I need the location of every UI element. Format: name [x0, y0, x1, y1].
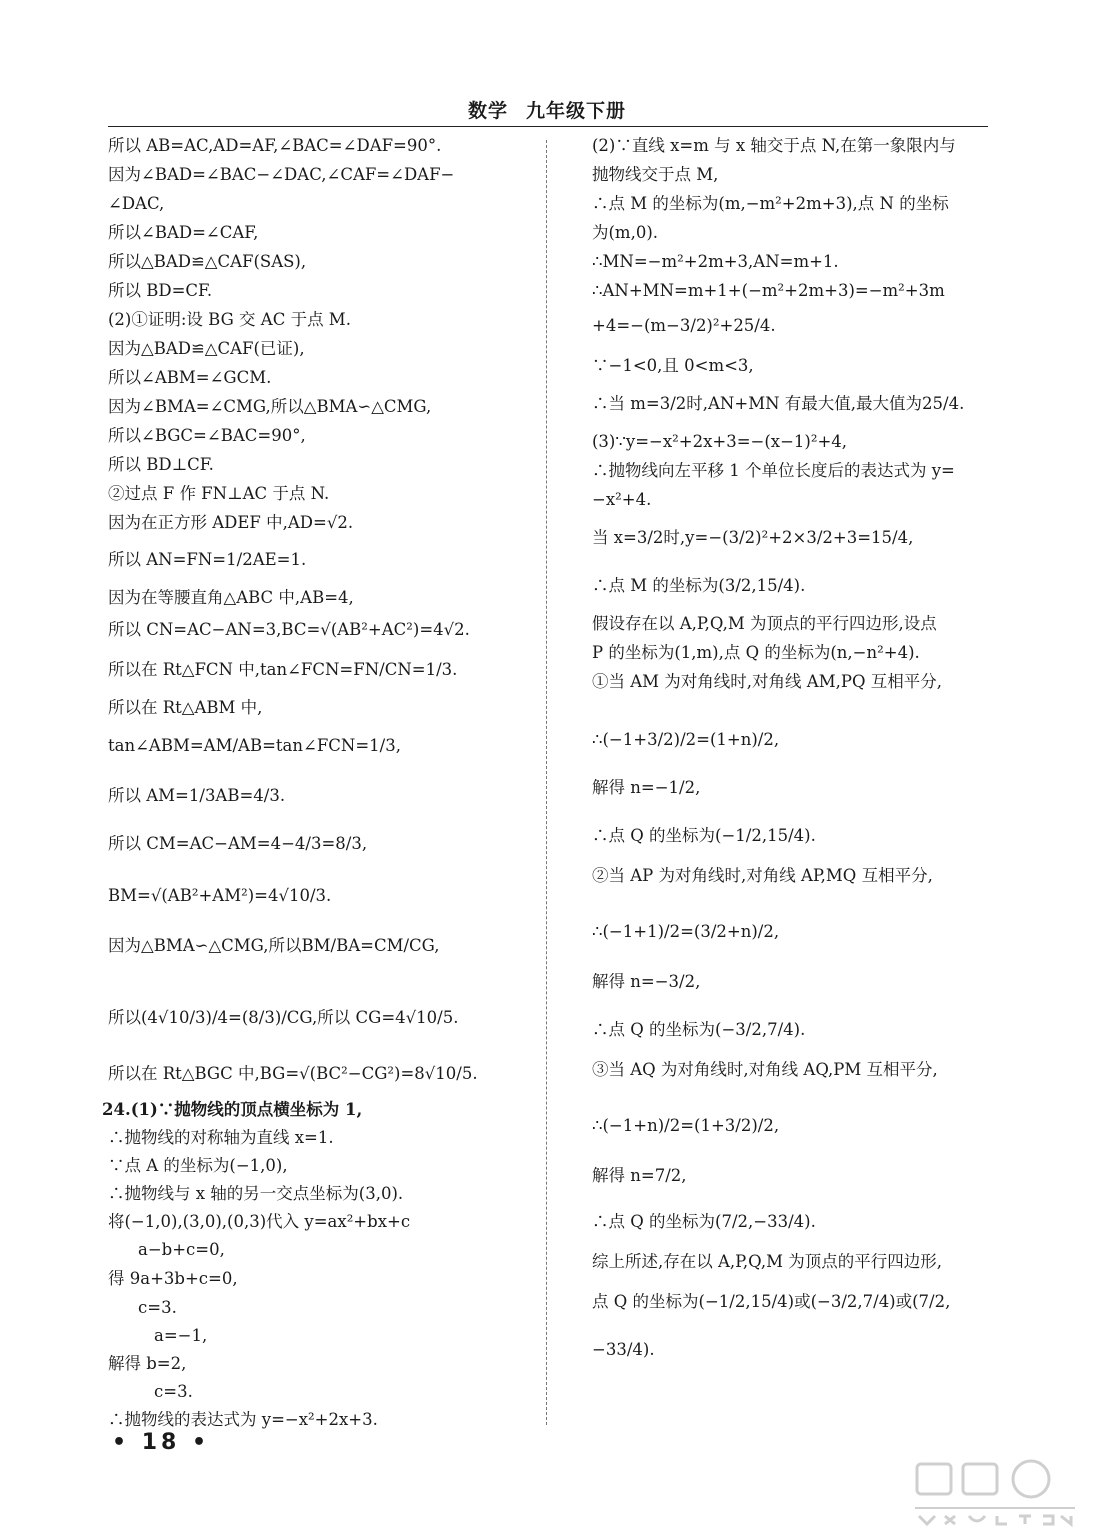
- text-line: ∴点 Q 的坐标为(−3/2,7/4).: [592, 1020, 806, 1039]
- grade-label: 九年级下册: [526, 100, 627, 122]
- page-number: • 18 •: [112, 1430, 211, 1455]
- text-line: P 的坐标为(1,m),点 Q 的坐标为(n,−n²+4).: [592, 643, 920, 662]
- text-line: ∴点 Q 的坐标为(−1/2,15/4).: [592, 826, 816, 845]
- header-rule: [108, 126, 988, 127]
- text-line: 所以 AN=FN=1/2AE=1.: [108, 550, 307, 569]
- text-line: 解得 n=7/2,: [592, 1166, 687, 1185]
- text-line: ∴点 M 的坐标为(3/2,15/4).: [592, 576, 806, 595]
- equation-line: a=−1,: [154, 1326, 208, 1345]
- text-line: 将(−1,0),(3,0),(0,3)代入 y=ax²+bx+c: [108, 1212, 411, 1231]
- text-line: 点 Q 的坐标为(−1/2,15/4)或(−3/2,7/4)或(7/2,: [592, 1292, 951, 1311]
- text-line: tan∠ABM=AM/AB=tan∠FCN=1/3,: [108, 736, 401, 755]
- text-line: 解得 b=2,: [108, 1354, 187, 1373]
- equation-line: a−b+c=0,: [138, 1240, 225, 1259]
- text-line: 当 x=3/2时,y=−(3/2)²+2×3/2+3=15/4,: [592, 528, 914, 547]
- text-line: 得 9a+3b+c=0,: [108, 1269, 238, 1288]
- text-line: (2)∵直线 x=m 与 x 轴交于点 N,在第一象限内与: [592, 136, 956, 155]
- text-line: 所以(4√10/3)/4=(8/3)/CG,所以 CG=4√10/5.: [108, 1008, 459, 1027]
- text-line: ∠DAC,: [108, 194, 165, 213]
- text-line: 因为△BMA∽△CMG,所以BM/BA=CM/CG,: [108, 936, 440, 955]
- text-line: ∵−1<0,且 0<m<3,: [592, 356, 754, 375]
- text-line: 综上所述,存在以 A,P,Q,M 为顶点的平行四边形,: [592, 1252, 942, 1271]
- text-line: ②过点 F 作 FN⊥AC 于点 N.: [108, 484, 330, 503]
- subject-label: 数学: [467, 100, 508, 122]
- text-line: ①当 AM 为对角线时,对角线 AM,PQ 互相平分,: [592, 672, 942, 691]
- text-line: (2)①证明:设 BG 交 AC 于点 M.: [108, 310, 351, 329]
- text-line: ∵点 A 的坐标为(−1,0),: [108, 1156, 288, 1175]
- text-line: ∴(−1+n)/2=(1+3/2)/2,: [592, 1116, 780, 1135]
- text-line: −x²+4.: [592, 490, 652, 509]
- text-line: 所以在 Rt△BGC 中,BG=√(BC²−CG²)=8√10/5.: [108, 1064, 478, 1083]
- text-line: 因为△BAD≌△CAF(已证),: [108, 339, 305, 358]
- text-line: ∴点 Q 的坐标为(7/2,−33/4).: [592, 1212, 816, 1231]
- text-line: 因为∠BMA=∠CMG,所以△BMA∽△CMG,: [108, 397, 432, 416]
- text-line: 所以在 Rt△FCN 中,tan∠FCN=FN/CN=1/3.: [108, 660, 458, 679]
- text-line: 解得 n=−1/2,: [592, 778, 701, 797]
- equation-line: c=3.: [154, 1382, 193, 1401]
- text-line: +4=−(m−3/2)²+25/4.: [592, 316, 776, 335]
- text-line: 为(m,0).: [592, 223, 659, 242]
- column-divider: [546, 140, 547, 1425]
- text-line: 所以∠BAD=∠CAF,: [108, 223, 259, 242]
- text-line: ②当 AP 为对角线时,对角线 AP,MQ 互相平分,: [592, 866, 933, 885]
- text-line: ∴抛物线向左平移 1 个单位长度后的表达式为 y=: [592, 461, 955, 480]
- text-line: ∴抛物线的表达式为 y=−x²+2x+3.: [108, 1410, 378, 1429]
- text-line: ∴AN+MN=m+1+(−m²+2m+3)=−m²+3m: [592, 281, 945, 300]
- text-line: 解得 n=−3/2,: [592, 972, 701, 991]
- text-line: 所以△BAD≌△CAF(SAS),: [108, 252, 307, 271]
- text-line: 所以 BD⊥CF.: [108, 455, 214, 474]
- text-line: 抛物线交于点 M,: [592, 165, 719, 184]
- text-line: ∴MN=−m²+2m+3,AN=m+1.: [592, 252, 839, 271]
- text-line: 所以 BD=CF.: [108, 281, 213, 300]
- text-line: −33/4).: [592, 1340, 655, 1359]
- text-line: 假设存在以 A,P,Q,M 为顶点的平行四边形,设点: [592, 614, 937, 633]
- text-line: 所以在 Rt△ABM 中,: [108, 698, 263, 717]
- text-line: 所以 CN=AC−AN=3,BC=√(AB²+AC²)=4√2.: [108, 620, 470, 639]
- watermark-logo: [905, 1458, 1085, 1528]
- text-line: ∴当 m=3/2时,AN+MN 有最大值,最大值为25/4.: [592, 394, 965, 413]
- text-line: ③当 AQ 为对角线时,对角线 AQ,PM 互相平分,: [592, 1060, 938, 1079]
- text-line: ∴(−1+3/2)/2=(1+n)/2,: [592, 730, 780, 749]
- text-line: ∴点 M 的坐标为(m,−m²+2m+3),点 N 的坐标: [592, 194, 949, 213]
- text-line: 所以 AB=AC,AD=AF,∠BAC=∠DAF=90°.: [108, 136, 442, 155]
- equation-line: c=3.: [138, 1298, 177, 1317]
- text-line: ∴抛物线的对称轴为直线 x=1.: [108, 1128, 334, 1147]
- text-line: 所以∠ABM=∠GCM.: [108, 368, 272, 387]
- text-line: 所以 CM=AC−AM=4−4/3=8/3,: [108, 834, 368, 853]
- text-line: BM=√(AB²+AM²)=4√10/3.: [108, 886, 332, 905]
- page-header: [0, 96, 1094, 123]
- text-line: ∴抛物线与 x 轴的另一交点坐标为(3,0).: [108, 1184, 404, 1203]
- text-line: 因为在正方形 ADEF 中,AD=√2.: [108, 513, 354, 532]
- text-line: 因为在等腰直角△ABC 中,AB=4,: [108, 588, 354, 607]
- question-24-line: 24.(1)∵抛物线的顶点横坐标为 1,: [102, 1100, 363, 1119]
- text-line: ∴(−1+1)/2=(3/2+n)/2,: [592, 922, 780, 941]
- text-line: 所以 AM=1/3AB=4/3.: [108, 786, 286, 805]
- text-line: 所以∠BGC=∠BAC=90°,: [108, 426, 306, 445]
- text-line: 因为∠BAD=∠BAC−∠DAC,∠CAF=∠DAF−: [108, 165, 455, 184]
- text-line: (3)∵y=−x²+2x+3=−(x−1)²+4,: [592, 432, 848, 451]
